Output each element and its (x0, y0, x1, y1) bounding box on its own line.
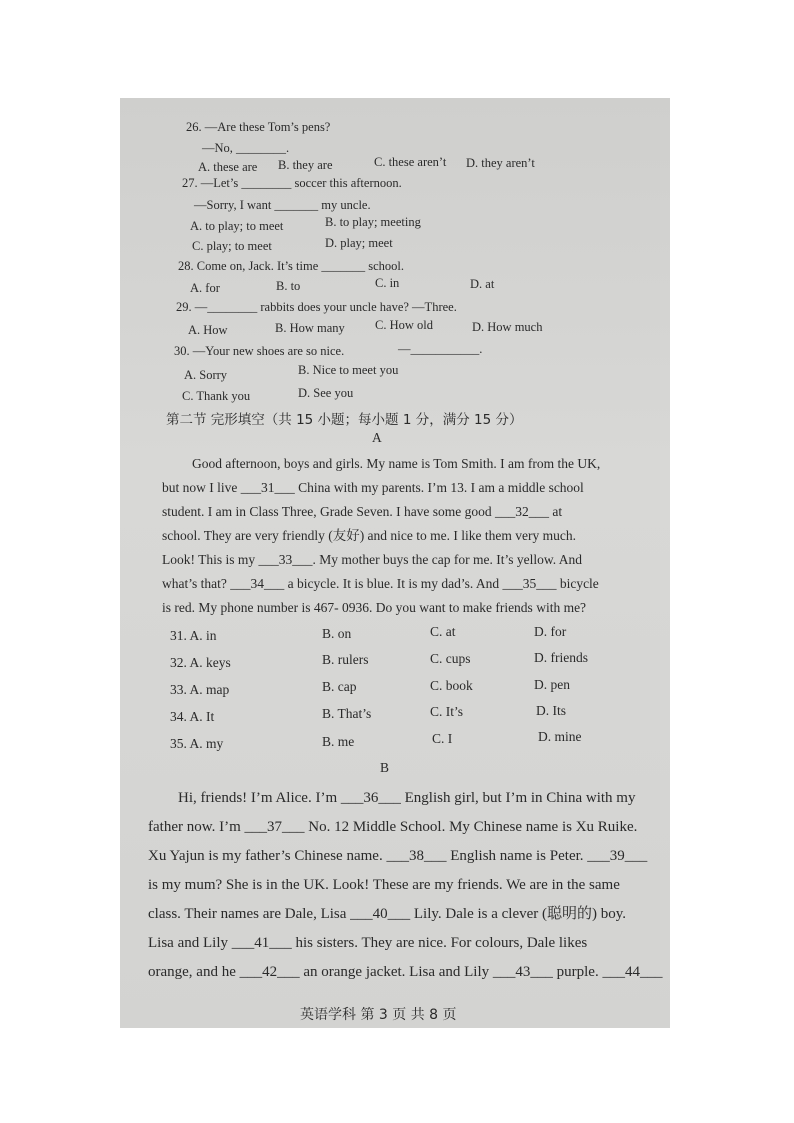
q30-option-b: B. Nice to meet you (298, 363, 399, 377)
passage-b (148, 784, 663, 987)
q30-option-d: D. See you (298, 386, 354, 400)
q28-option-b: B. to (276, 279, 301, 293)
q30-stem: 30. —Your new shoes are so nice. (174, 344, 345, 358)
passage-b-line: father now. I’m ___37___ No. 12 Middle School. My Chinese name is Xu Ruike. (148, 819, 638, 835)
q34-option-c: C. It’s (430, 704, 464, 719)
q29-stem: 29. —________ rabbits does your uncle have? —Three. (176, 300, 457, 314)
passage-a-line: school. They are very friendly (友好) and nice to me. I like them very much. (162, 528, 576, 543)
q29-option-d: D. How much (472, 320, 543, 334)
q31-option-c: C. at (430, 624, 456, 639)
q34-option-d: D. Its (536, 703, 566, 718)
q31-option-b: B. on (322, 626, 352, 641)
q26-stem: 26. —Are these Tom’s pens? (186, 120, 331, 134)
section-heading: 第二节 完形填空（共 15 小题；每小题 1 分，满分 15 分） (166, 412, 523, 428)
passage-b-line: is my mum? She is in the UK. Look! These are my friends. We are in the same (148, 877, 620, 893)
q35-option-d: D. mine (538, 729, 582, 744)
q33-option-b: B. cap (322, 679, 357, 694)
q26-option-b: B. they are (278, 158, 333, 172)
passage-b-line: class. Their names are Dale, Lisa ___40___ Lily. Dale is a clever (聪明的) boy. (148, 906, 627, 922)
passage-a-line: Look! This is my ___33___. My mother buys the cap for me. It’s yellow. And (162, 552, 582, 567)
passage-a (162, 452, 602, 620)
q27-option-d: D. play; meet (325, 236, 393, 250)
q27-option-b: B. to play; meeting (325, 215, 421, 229)
q33-option-a: 33. A. map (170, 682, 230, 697)
passage-b-line: Lisa and Lily ___41___ his sisters. They are nice. For colours, Dale likes (148, 935, 588, 951)
part-b-label: B (380, 760, 390, 775)
q28-option-d: D. at (470, 277, 495, 291)
q31-option-d: D. for (534, 624, 567, 639)
q34-option-a: 34. A. It (170, 709, 215, 724)
q35-option-b: B. me (322, 734, 355, 749)
page-footer: 英语学科 第 3 页 共 8 页 (300, 1007, 457, 1023)
q26-option-c: C. these aren’t (374, 155, 447, 169)
q28-option-a: A. for (190, 281, 220, 295)
q26-answer-line: —No, ________. (202, 141, 290, 155)
passage-b-line: orange, and he ___42___ an orange jacket. Lisa and Lily ___43___ purple. ___44___ (148, 964, 663, 980)
passage-a-line: Good afternoon, boys and girls. My name is Tom Smith. I am from the UK, (192, 456, 601, 471)
passage-a-line: is red. My phone number is 467- 0936. Do you want to make friends with me? (162, 600, 587, 615)
q32-option-c: C. cups (430, 651, 471, 666)
q27-option-a: A. to play; to meet (190, 219, 284, 233)
q33-option-c: C. book (430, 678, 473, 693)
q28-stem: 28. Come on, Jack. It’s time _______ school. (178, 259, 405, 273)
q30-option-a: A. Sorry (184, 368, 228, 382)
q27-option-c: C. play; to meet (192, 239, 272, 253)
q31-option-a: 31. A. in (170, 628, 217, 643)
q29-option-b: B. How many (275, 321, 345, 335)
q32-option-b: B. rulers (322, 652, 369, 667)
q26-option-d: D. they aren’t (466, 156, 535, 170)
passage-a-line: what’s that? ___34___ a bicycle. It is blue. It is my dad’s. And ___35___ bicycle (162, 576, 599, 591)
q26-option-a: A. these are (198, 160, 258, 174)
q29-option-c: C. How old (375, 318, 433, 332)
q28-option-c: C. in (375, 276, 400, 290)
q35-option-a: 35. A. my (170, 736, 224, 751)
q27-stem: 27. —Let’s ________ soccer this afternoon. (182, 176, 402, 190)
q32-option-d: D. friends (534, 650, 588, 665)
q30-option-c: C. Thank you (182, 389, 251, 403)
q35-option-c: C. I (432, 731, 453, 746)
passage-b-line: Hi, friends! I’m Alice. I’m ___36___ English girl, but I’m in China with my (178, 790, 636, 806)
q27-answer-line: —Sorry, I want _______ my uncle. (194, 198, 371, 212)
part-a-label: A (372, 430, 382, 445)
passage-a-line: but now I live ___31___ China with my parents. I’m 13. I am a middle school (162, 480, 584, 495)
passage-a-line: student. I am in Class Three, Grade Seven. I have some good ___32___ at (162, 504, 563, 519)
q32-option-a: 32. A. keys (170, 655, 231, 670)
q34-option-b: B. That’s (322, 706, 372, 721)
q30-answer-line: —___________. (398, 342, 483, 356)
exam-photo (120, 98, 670, 1028)
q29-option-a: A. How (188, 323, 228, 337)
q33-option-d: D. pen (534, 677, 570, 692)
passage-b-line: Xu Yajun is my father’s Chinese name. ___38___ English name is Peter. ___39___ (148, 848, 648, 864)
